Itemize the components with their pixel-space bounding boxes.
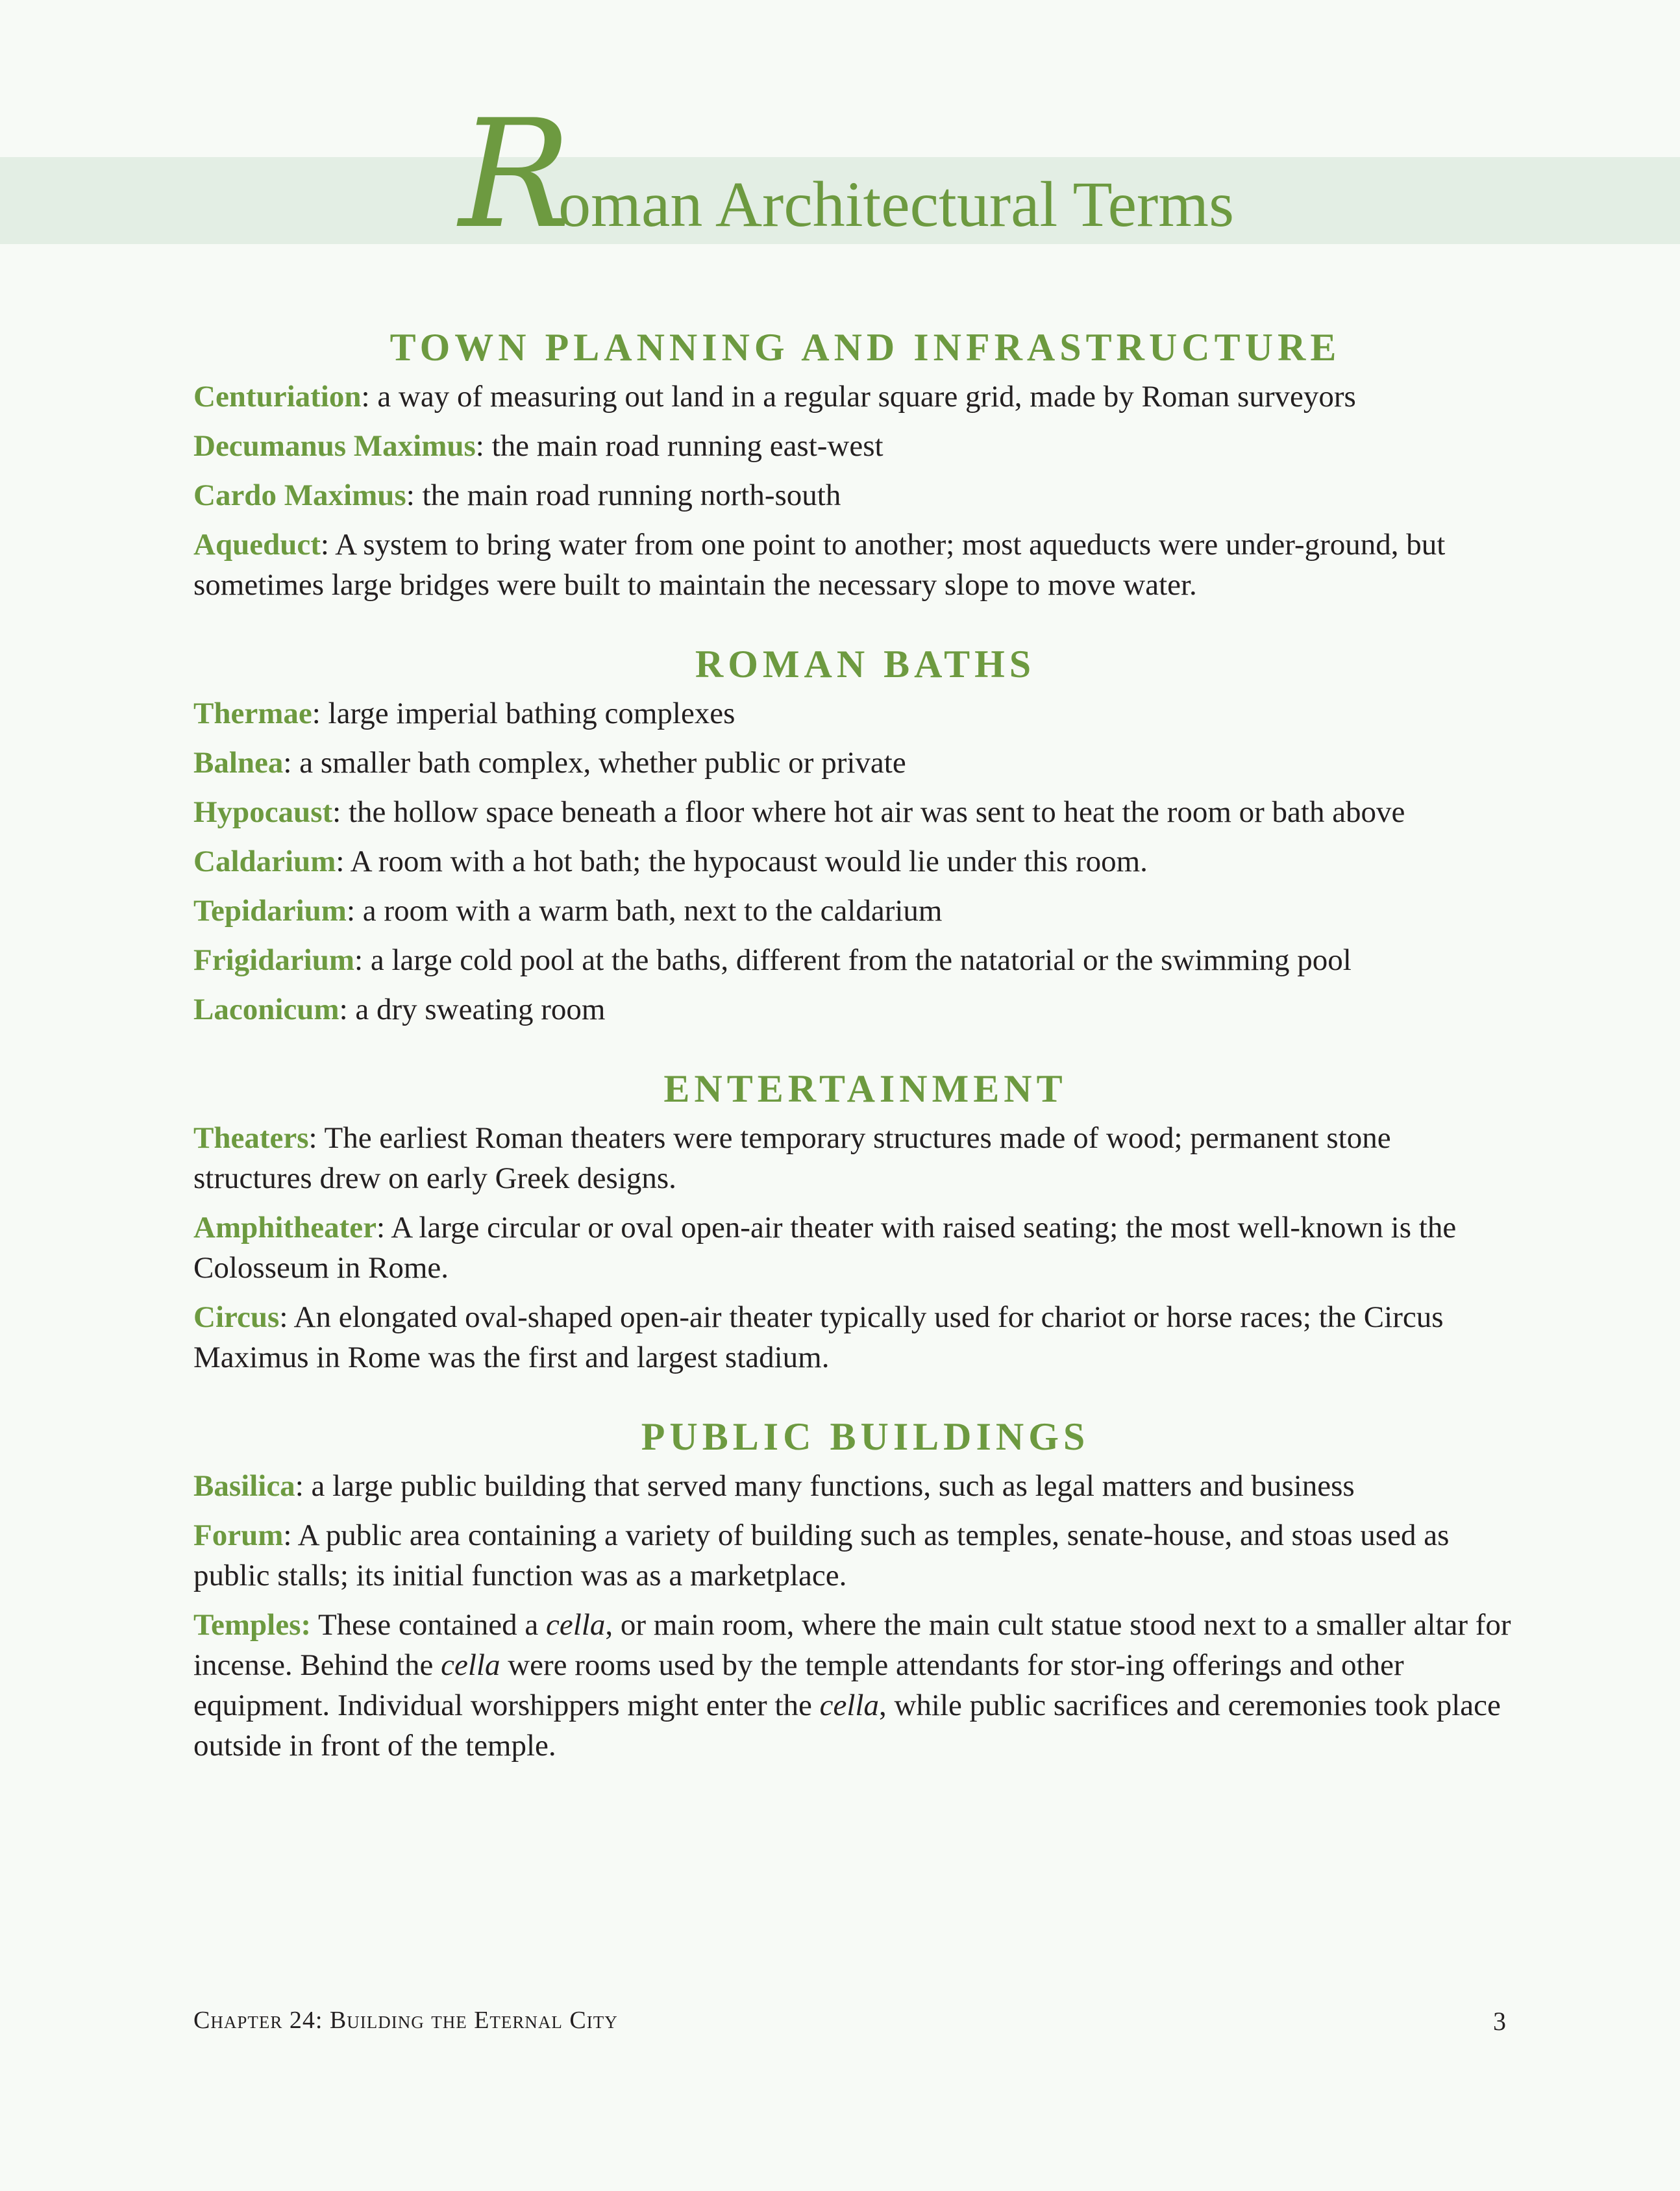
glossary-entry [193,1466,1511,1506]
glossary-entry [193,940,1511,980]
definition-italic: cella [819,1689,879,1722]
glossary-term: Thermae [193,697,312,730]
glossary-definition: The earliest Roman theaters were temporary structures made of wood; permanent stone structures drew on early Greek designs. [193,1121,1391,1195]
glossary-entry [193,1515,1511,1596]
glossary-definition: a way of measuring out land in a regular square grid, made by Roman surveyors [369,380,1356,414]
term-separator: : [376,1211,386,1244]
glossary-definition: a dry sweating room [347,993,606,1026]
section-heading: PUBLIC BUILDINGS [641,1415,1090,1458]
term-separator: : [346,894,356,928]
glossary-definition: a room with a warm bath, next to the caldarium [355,894,943,928]
section-entertainment [193,1059,1511,1378]
term-separator: : [336,845,345,878]
term-separator: : [320,528,329,562]
term-separator: : [339,993,348,1026]
term-separator: : [475,429,484,463]
section-heading: ENTERTAINMENT [663,1067,1067,1110]
glossary-term: Hypocaust [193,795,333,829]
glossary-definition: A public area containing a variety of building such as temples, senate-house, and stoas used as public stalls; its initial function was as a marketplace. [193,1518,1450,1592]
glossary-term: Frigidarium [193,943,355,977]
term-separator: : [283,746,292,780]
glossary-term: Forum [193,1518,284,1552]
glossary-entry [193,377,1511,417]
definition-italic: cella [545,1608,606,1642]
definition-text: were rooms used by the temple attendants for stor-ing offerings and other equipment. Individual worshippers might enter the [193,1648,1404,1722]
glossary-term: Aqueduct [193,528,321,562]
glossary-definition: An elongated oval-shaped open-air theater typically used for chariot or horse races; the Circus Maximus in Rome was the first and largest stadium. [193,1300,1444,1374]
footer-chapter-title: Chapter 24: Building the Eternal City [193,2007,618,2034]
definition-text: , or main room, where the main cult statue stood next to a smaller altar for incense. Behind the [193,1608,1511,1682]
glossary-entry [193,1297,1511,1378]
glossary-definition: A large circular or oval open-air theater with raised seating; the most well-known is the Colosseum in Rome. [193,1211,1457,1285]
term-separator: : [406,478,415,512]
glossary-entry [193,693,1511,734]
glossary-term: Basilica [193,1469,295,1503]
section-heading: TOWN PLANNING AND INFRASTRUCTURE [389,326,1341,369]
term-separator: : [283,1518,292,1552]
glossary-entry [193,475,1511,515]
term-separator: : [332,795,341,829]
term-separator: : [312,697,321,730]
definition-text: , while public sacrifices and ceremonies took place outside in front of the temple. [193,1689,1501,1763]
glossary-definition: a large cold pool at the baths, different from the natatorial or the swimming pool [363,943,1352,977]
glossary-entry [193,743,1511,783]
glossary-term: Theaters [193,1121,309,1155]
glossary-term: Tepidarium [193,894,347,928]
glossary-term: Centuriation [193,380,362,414]
footer-page-number: 3 [1493,2007,1506,2036]
title-text: oman Architectural Terms [558,168,1234,240]
glossary-definition: a smaller bath complex, whether public or private [291,746,906,780]
glossary-term: Balnea [193,746,284,780]
glossary-definition: the main road running east-west [484,429,883,463]
glossary-definition: A system to bring water from one point to another; most aqueducts were under-ground, but sometimes large bridges were built to maintain the necessary slope to move water. [193,528,1446,602]
glossary-entry [193,426,1511,466]
section-town-planning [193,318,1511,605]
title-initial: R [458,88,572,262]
definition-italic: cella [441,1648,500,1682]
page-title [0,88,1680,269]
glossary-entry [193,841,1511,882]
glossary-term: Decumanus Maximus [193,429,476,463]
term-separator: : [354,943,364,977]
glossary-entry [193,891,1511,931]
glossary-term: Caldarium [193,845,336,878]
term-separator: : [279,1300,288,1334]
glossary-term: Cardo Maximus [193,478,406,512]
term-separator: : [295,1469,304,1503]
glossary-entry [193,525,1511,605]
glossary-entry [193,989,1511,1030]
glossary-entry-temples [193,1605,1511,1766]
glossary-definition: a large public building that served many functions, such as legal matters and business [303,1469,1355,1503]
definition-text: These contained a [311,1608,546,1642]
section-roman-baths [193,635,1511,1030]
glossary-entry [193,1207,1511,1288]
glossary-definition: the hollow space beneath a floor where hot air was sent to heat the room or bath above [341,795,1405,829]
term-separator: : [361,380,370,414]
glossary-entry [193,1118,1511,1198]
glossary-content [193,318,1511,1775]
term-separator: : [308,1121,317,1155]
glossary-definition: large imperial bathing complexes [320,697,735,730]
glossary-entry [193,792,1511,832]
glossary-term: Circus [193,1300,280,1334]
glossary-term: Laconicum [193,993,340,1026]
section-public-buildings [193,1407,1511,1766]
glossary-definition: the main road running north-south [414,478,841,512]
glossary-term: Temples: [193,1608,312,1642]
glossary-definition: A room with a hot bath; the hypocaust would lie under this room. [344,845,1148,878]
glossary-term: Amphitheater [193,1211,377,1244]
section-heading: ROMAN BATHS [695,643,1036,686]
